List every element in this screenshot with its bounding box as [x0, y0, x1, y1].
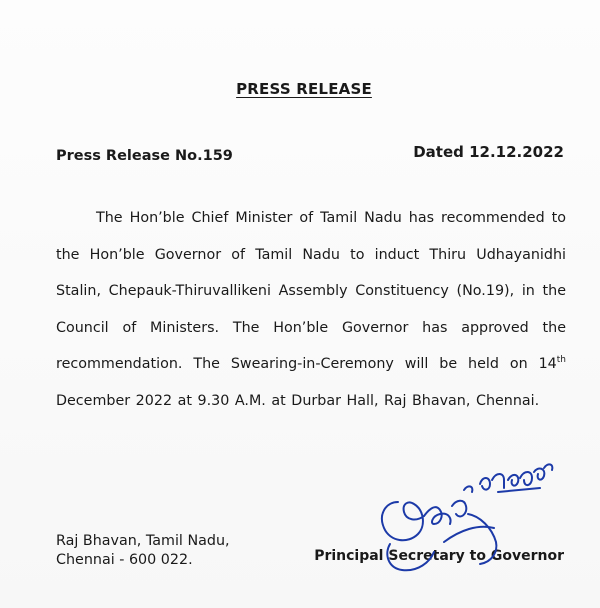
- title-text: PRESS RELEASE: [236, 80, 372, 98]
- handwritten-signature: [368, 458, 568, 588]
- page-title: [0, 80, 600, 98]
- body-text-part-2: December 2022 at 9.30 A.M. at Durbar Hall, Raj Bhavan, Chennai.: [56, 392, 540, 409]
- release-date: Dated 12.12.2022: [413, 143, 564, 161]
- signatory-title: Principal Secretary to Governor: [314, 548, 564, 564]
- address-line-2: Chennai - 600 022.: [56, 552, 193, 568]
- press-release-number: Press Release No.159: [56, 148, 233, 164]
- issuer-address: [56, 532, 230, 570]
- address-line-1: Raj Bhavan, Tamil Nadu,: [56, 533, 230, 549]
- release-body: [56, 200, 566, 420]
- body-text-part-1: The Hon’ble Chief Minister of Tamil Nadu has recommended to the Hon’ble Governor of Tamil Nadu to induct Thiru Udhayanidhi Stalin, Chepauk-Thiruvallikeni Assembly Constituency (No.19), in the Council of Ministers. The Hon’ble Governor has approved the recommendation. The Swearing-in-Ceremony will be held on 14: [56, 210, 566, 373]
- body-date-ordinal: th: [556, 355, 566, 366]
